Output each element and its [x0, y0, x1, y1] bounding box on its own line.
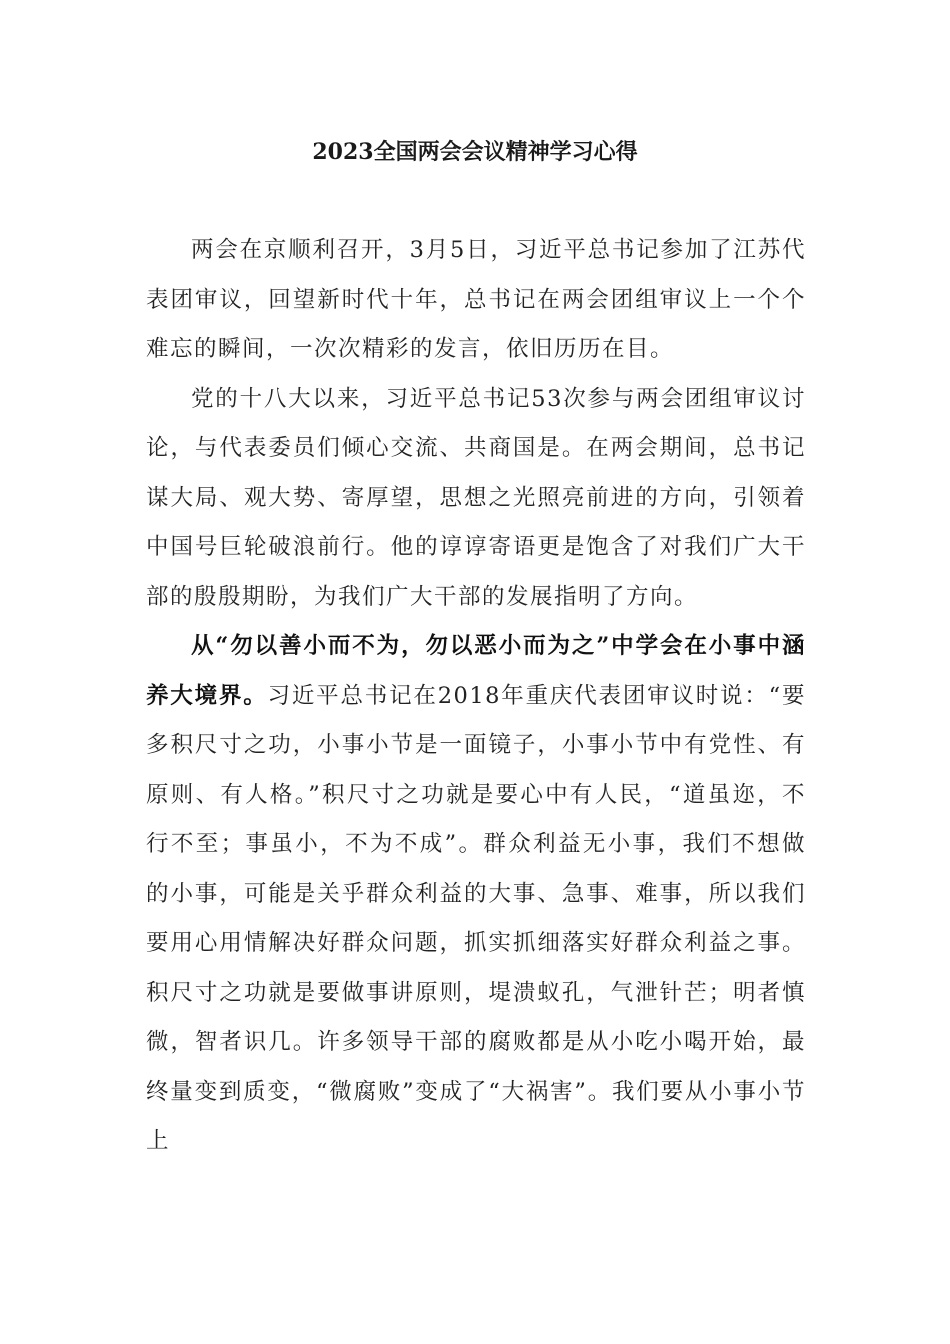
paragraph-3	[146, 622, 806, 1167]
paragraph-2	[146, 375, 806, 623]
document-body	[146, 226, 806, 1167]
paragraph-2-text: 党的十八大以来，习近平总书记53次参与两会团组审议讨论，与代表委员们倾心交流、共商国是。在两会期间，总书记谋大局、观大势、寄厚望，思想之光照亮前进的方向，引领着中国号巨轮破浪前行。他的谆谆寄语更是饱含了对我们广大干部的殷殷期盼，为我们广大干部的发展指明了方向。	[146, 385, 806, 610]
document-title: 2023全国两会会议精神学习心得	[312, 139, 638, 165]
paragraph-1-text: 两会在京顺利召开，3月5日，习近平总书记参加了江苏代表团审议，回望新时代十年，总书记在两会团组审议上一个个难忘的瞬间，一次次精彩的发言，依旧历历在目。	[146, 237, 806, 362]
paragraph-3-text: 习近平总书记在2018年重庆代表团审议时说：“要多积尺寸之功，小事小节是一面镜子，小事小节中有党性、有原则、有人格。”积尺寸之功就是要心中有人民，“道虽迩，不行不至；事虽小，不为不成”。群众利益无小事，我们不想做的小事，可能是关乎群众利益的大事、急事、难事，所以我们要用心用情解决好群众问题，抓实抓细落实好群众利益之事。积尺寸之功就是要做事讲原则，堤溃蚁孔，气泄针芒；明者慎微，智者识几。许多领导干部的腐败都是从小吃小喝开始，最终量变到质变，“微腐败”变成了“大祸害”。我们要从小事小节上	[146, 682, 806, 1154]
paragraph-1	[146, 226, 806, 375]
paragraph-3-bold: 从“勿以善小而不为，勿以恶小而为之”中学会在小事中涵养大境界。	[146, 633, 806, 709]
